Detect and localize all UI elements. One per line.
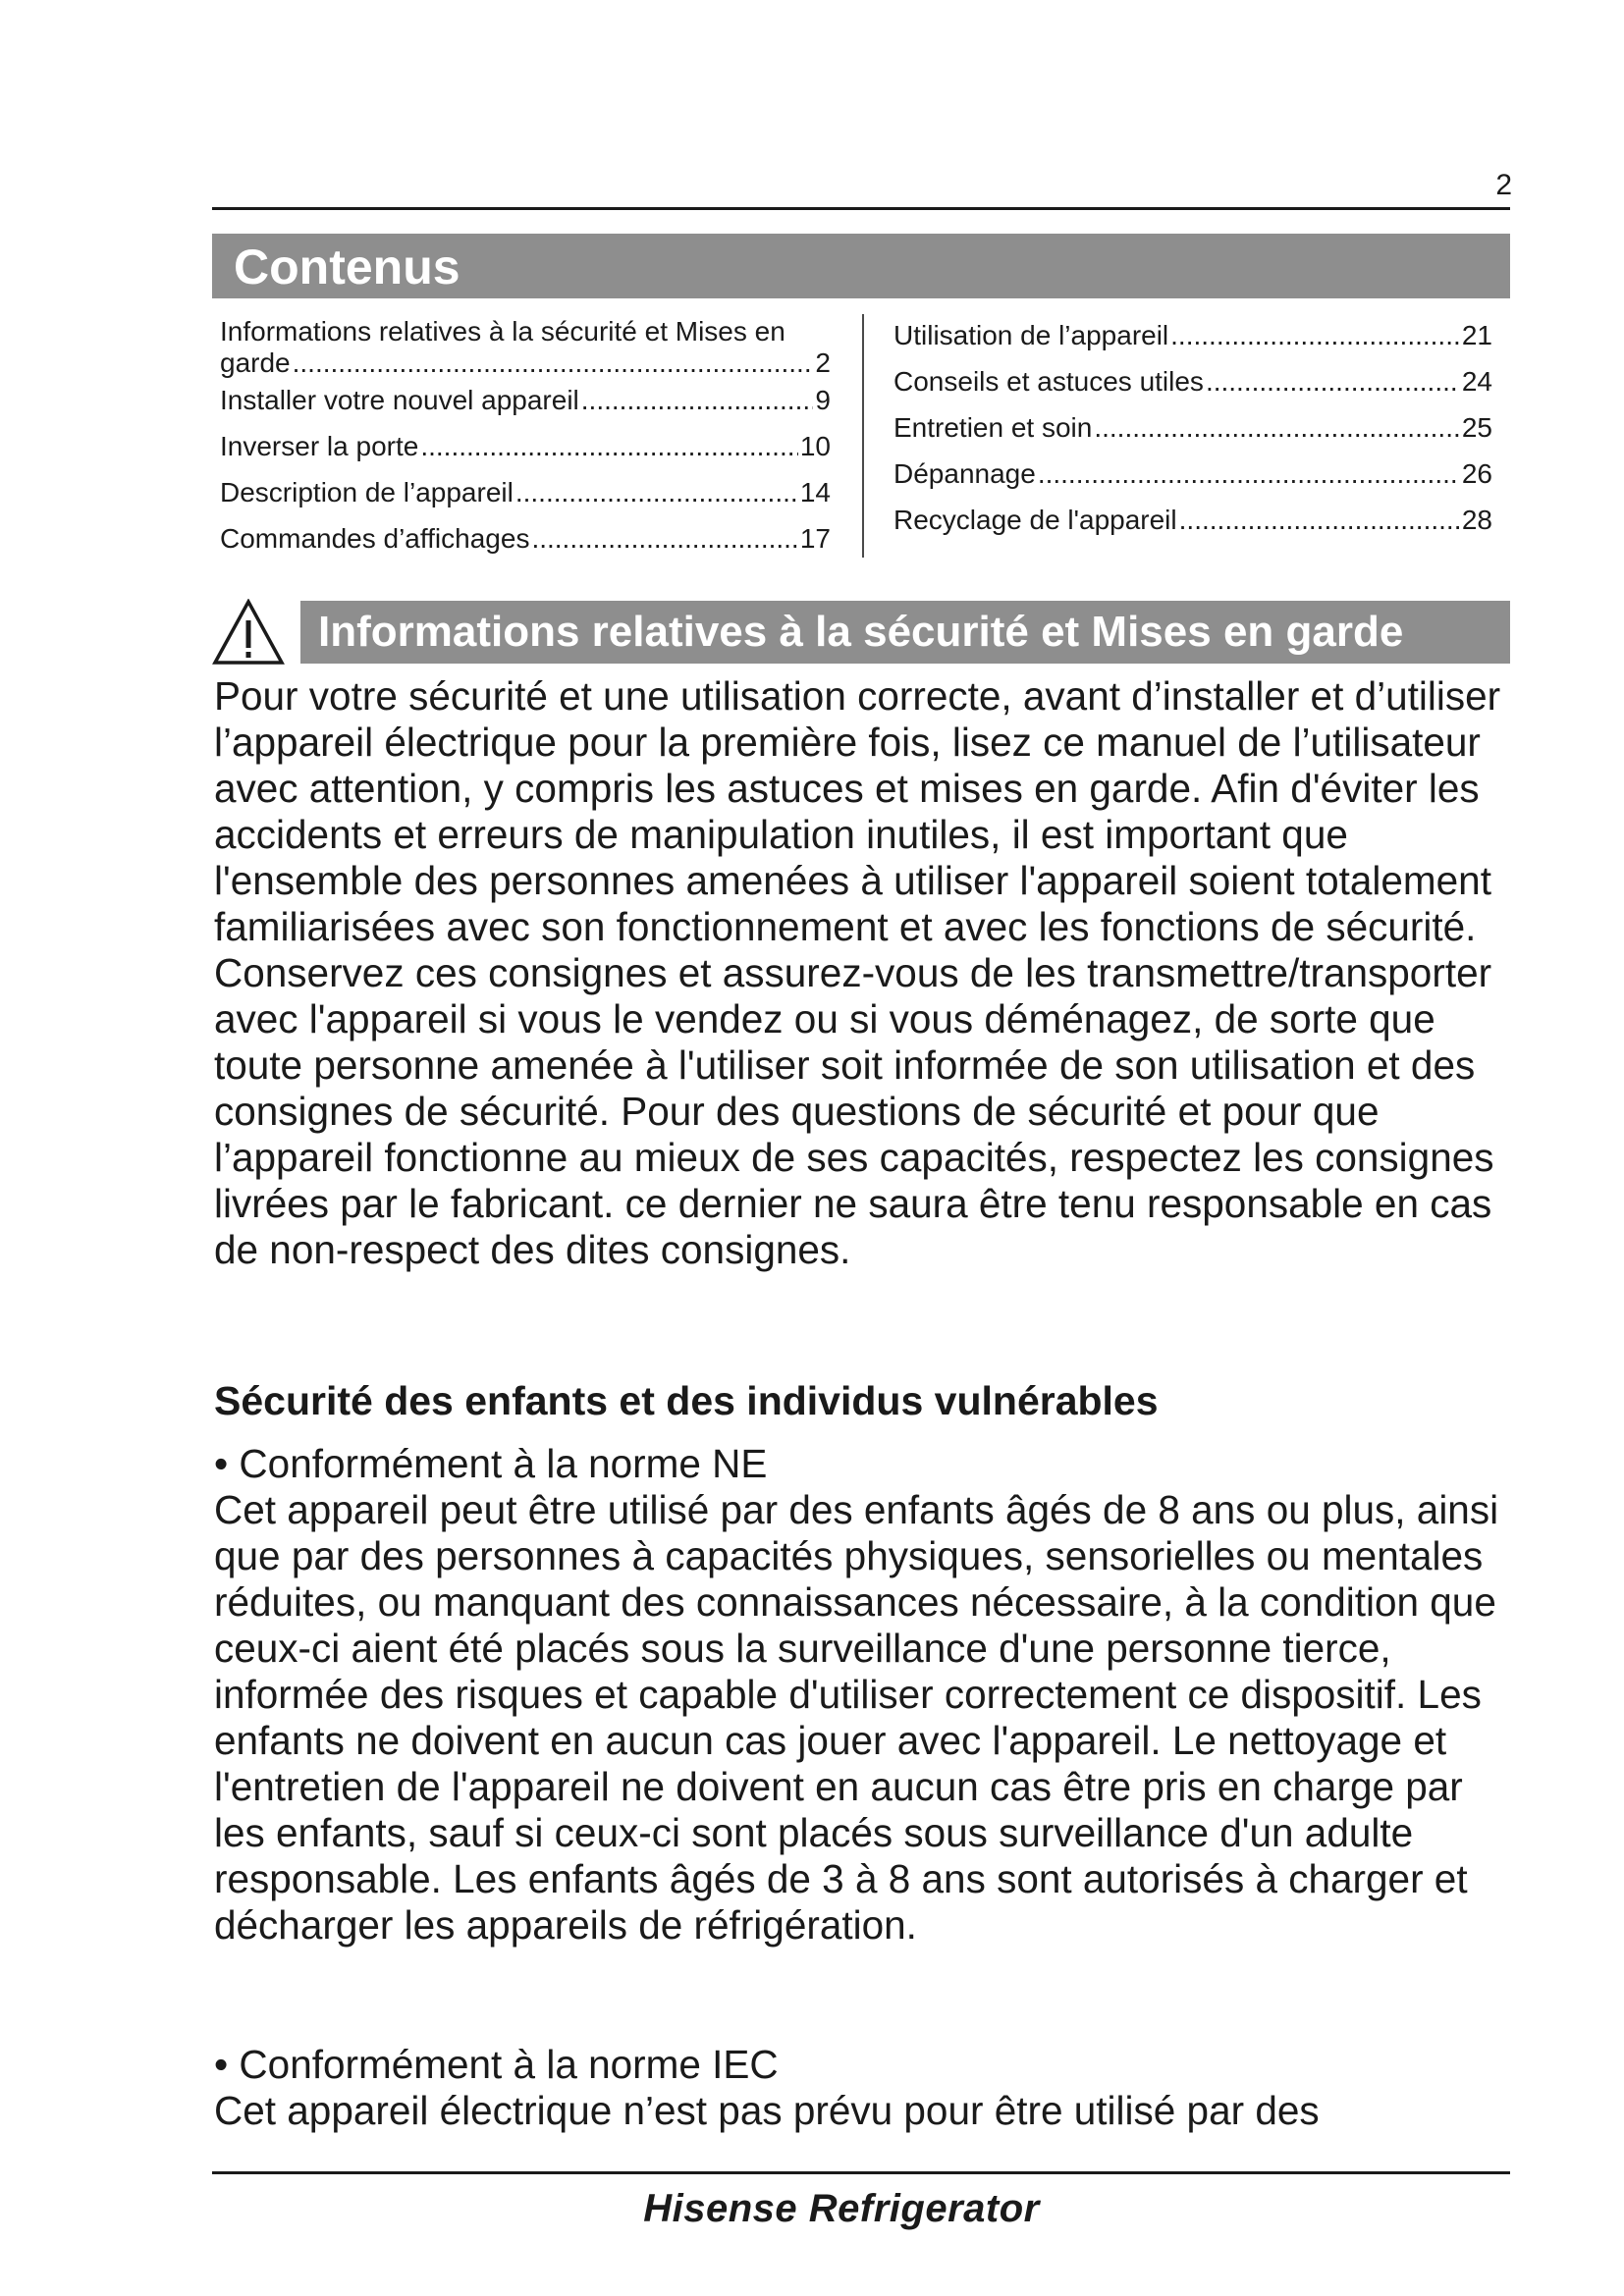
toc-entry-page: 24 xyxy=(1461,366,1492,397)
toc-entry-label: Description de l’appareil xyxy=(220,477,514,507)
toc-entry-label: Utilisation de l’appareil xyxy=(893,320,1169,350)
toc-entry-page: 21 xyxy=(1461,320,1492,350)
toc-entry-page: 17 xyxy=(799,523,831,554)
toc-entry-label: Commandes d’affichages xyxy=(220,523,530,554)
toc-leader-dots xyxy=(293,347,814,379)
bullet-iec-standard: • Conformément à la norme IEC xyxy=(214,2042,779,2087)
toc-leader-dots xyxy=(581,385,814,416)
bullet-ne-standard: • Conformément à la norme NE xyxy=(214,1441,768,1486)
toc-entry[interactable] xyxy=(220,523,831,555)
toc-entry[interactable] xyxy=(220,316,831,379)
toc-entry-label: Installer votre nouvel appareil xyxy=(220,385,579,415)
toc-leader-dots xyxy=(420,431,798,462)
safety-title-band xyxy=(300,601,1510,664)
iec-standard-paragraph: Cet appareil électrique n’est pas prévu pour être utilisé par des xyxy=(214,2088,1320,2133)
toc-entry-label: Entretien et soin xyxy=(893,412,1093,443)
contents-header xyxy=(212,234,1510,298)
toc-entry-page: 26 xyxy=(1461,458,1492,489)
page-number: 2 xyxy=(1495,169,1512,201)
toc-entry[interactable] xyxy=(893,412,1492,444)
safety-intro-paragraph: Pour votre sécurité et une utilisation correcte, avant d’installer et d’utiliser l’appareil électrique pour la première fois, lisez ce manuel de l’utilisateur avec attention, y compris les astuces et mises en garde. Afin d'éviter les accidents et erreurs de manipulation inutiles, il est important que l'ensemble des personnes amenées à utiliser l'appareil soient totalement familiarisées avec son fonctionnement et avec les fonctions de sécurité. Conservez ces consignes et assurez-vous de les transmettre/transporter avec l'appareil si vous le vendez ou si vous déménagez, de sorte que toute personne amenée à l'utiliser soit informée de son utilisation et des consignes de sécurité. Pour des questions de sécurité et pour que l’appareil fonctionne au mieux de ses capacités, respectez les consignes livrées par le fabricant. ce dernier ne saura être tenu responsable en cas de non-respect des dites consignes. xyxy=(214,673,1501,1272)
toc-leader-dots xyxy=(515,477,798,508)
toc-entry-page: 14 xyxy=(799,477,831,507)
toc-entry[interactable] xyxy=(220,385,831,416)
toc-entry[interactable] xyxy=(893,505,1492,536)
contents-title: Contenus xyxy=(234,240,460,294)
toc-leader-dots xyxy=(1170,320,1460,351)
toc-leader-dots xyxy=(1179,505,1460,536)
toc-entry[interactable] xyxy=(893,320,1492,351)
toc-entry-label-line1: Informations relatives à la sécurité et Mises en xyxy=(220,316,785,347)
toc-entry-label: Conseils et astuces utiles xyxy=(893,366,1204,397)
top-divider xyxy=(212,207,1510,210)
toc-entry-page: 2 xyxy=(815,347,831,378)
bottom-divider xyxy=(212,2171,1510,2174)
toc-entry-page: 9 xyxy=(815,385,831,415)
toc-entry-page: 25 xyxy=(1461,412,1492,443)
warning-triangle-icon xyxy=(212,599,285,666)
toc-entry-page: 28 xyxy=(1461,505,1492,535)
toc-entry-label: Inverser la porte xyxy=(220,431,419,461)
toc-leader-dots xyxy=(531,523,797,555)
toc-entry[interactable] xyxy=(893,458,1492,490)
toc-right-column xyxy=(893,320,1492,551)
toc-entry[interactable] xyxy=(220,477,831,508)
safety-title: Informations relatives à la sécurité et Mises en garde xyxy=(318,608,1404,656)
toc-leader-dots xyxy=(1038,458,1460,490)
children-safety-heading: Sécurité des enfants et des individus vulnérables xyxy=(214,1378,1159,1423)
toc-entry-page: 10 xyxy=(799,431,831,461)
toc-left-column xyxy=(220,316,831,569)
toc-entry[interactable] xyxy=(893,366,1492,398)
toc-entry-label: Recyclage de l'appareil xyxy=(893,505,1177,535)
ne-standard-paragraph: Cet appareil peut être utilisé par des enfants âgés de 8 ans ou plus, ainsi que par des personnes à capacités physiques, sensorielles ou mentales réduites, ou manquant des connaissances nécessaire, à la condition que ceux-ci aient été placés sous la surveillance d'une personne tierce, informée des risques et capable d'utiliser correctement ce dispositif. Les enfants ne doivent en aucun cas jouer avec l'appareil. Le nettoyage et l'entretien de l'appareil ne doivent en aucun cas être pris en charge par les enfants, sauf si ceux-ci sont placés sous surveillance d'un adulte responsable. Les enfants âgés de 3 à 8 ans sont autorisés à charger et décharger les appareils de réfrigération. xyxy=(214,1487,1499,1948)
toc-leader-dots xyxy=(1206,366,1460,398)
toc-entry[interactable] xyxy=(220,431,831,462)
toc-entry-label: Dépannage xyxy=(893,458,1036,489)
toc-leader-dots xyxy=(1094,412,1460,444)
footer-brand xyxy=(0,2187,1624,2231)
footer-brand-text: Hisense Refrigerator xyxy=(643,2187,1040,2230)
toc-column-divider xyxy=(862,314,864,558)
safety-section-header xyxy=(212,597,1510,667)
toc-entry-label: garde xyxy=(220,347,291,378)
